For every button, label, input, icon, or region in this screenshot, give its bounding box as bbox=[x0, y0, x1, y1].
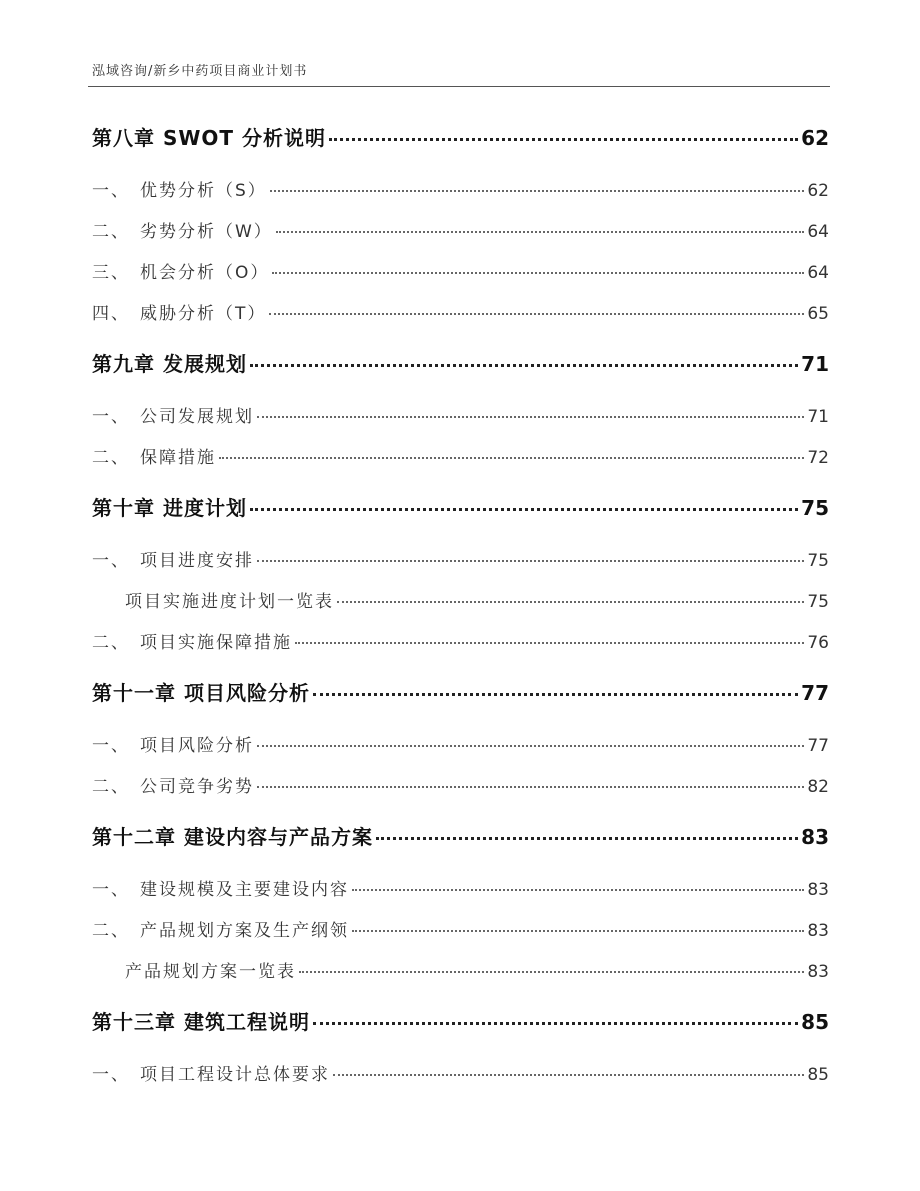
dot-leader bbox=[269, 313, 804, 315]
toc-page-number: 71 bbox=[801, 352, 829, 376]
toc-page-number: 64 bbox=[807, 222, 829, 242]
toc-entry-number: 一、 bbox=[92, 880, 130, 900]
toc-entry-title: 建设规模及主要建设内容 bbox=[140, 880, 349, 900]
toc-entry-number: 三、 bbox=[92, 263, 130, 283]
toc-entry-number: 一、 bbox=[92, 736, 130, 756]
toc-entry-title: 保障措施 bbox=[140, 448, 216, 468]
toc-entry-number: 一、 bbox=[92, 181, 130, 201]
dot-leader bbox=[250, 364, 798, 367]
toc-entry-title: 优势分析（S） bbox=[140, 181, 267, 201]
toc-page-number: 85 bbox=[801, 1010, 829, 1034]
toc-entry-title: 公司竞争劣势 bbox=[140, 777, 254, 797]
toc-subsection[interactable] bbox=[125, 587, 829, 612]
toc-section[interactable] bbox=[92, 875, 829, 900]
toc-page-number: 82 bbox=[807, 777, 829, 797]
toc-page-number: 75 bbox=[807, 592, 829, 612]
dot-leader bbox=[257, 745, 804, 747]
toc-entry-title: 第九章 发展规划 bbox=[92, 352, 247, 376]
toc-section[interactable] bbox=[92, 546, 829, 571]
toc-page-number: 83 bbox=[801, 825, 829, 849]
toc-entry-title: 公司发展规划 bbox=[140, 407, 254, 427]
toc-page-number: 72 bbox=[807, 448, 829, 468]
toc-entry-title: 产品规划方案一览表 bbox=[125, 962, 296, 982]
toc-entry-number: 二、 bbox=[92, 448, 130, 468]
dot-leader bbox=[329, 138, 798, 141]
toc-entry-title: 项目风险分析 bbox=[140, 736, 254, 756]
toc-entry-title: 项目工程设计总体要求 bbox=[140, 1065, 330, 1085]
toc-section[interactable] bbox=[92, 402, 829, 427]
toc-chapter-13[interactable] bbox=[92, 1006, 829, 1035]
toc-page-number: 83 bbox=[807, 962, 829, 982]
page-header: 泓域咨询/新乡中药项目商业计划书 bbox=[92, 64, 308, 79]
dot-leader bbox=[313, 693, 798, 696]
toc-section[interactable] bbox=[92, 217, 829, 242]
dot-leader bbox=[250, 508, 798, 511]
toc-section[interactable] bbox=[92, 258, 829, 283]
toc-entry-title: 第十三章 建筑工程说明 bbox=[92, 1010, 310, 1034]
dot-leader bbox=[295, 642, 804, 644]
toc-section[interactable] bbox=[92, 731, 829, 756]
toc-page-number: 77 bbox=[807, 736, 829, 756]
toc-entry-number: 一、 bbox=[92, 1065, 130, 1085]
dot-leader bbox=[337, 601, 804, 603]
dot-leader bbox=[313, 1022, 798, 1025]
toc-entry-number: 二、 bbox=[92, 777, 130, 797]
toc-page-number: 65 bbox=[807, 304, 829, 324]
toc-page-number: 75 bbox=[807, 551, 829, 571]
toc-subsection[interactable] bbox=[125, 957, 829, 982]
dot-leader bbox=[299, 971, 804, 973]
toc-section[interactable] bbox=[92, 443, 829, 468]
toc-entry-title: 第十章 进度计划 bbox=[92, 496, 247, 520]
toc-section[interactable] bbox=[92, 916, 829, 941]
toc-entry-title: 产品规划方案及生产纲领 bbox=[140, 921, 349, 941]
toc-chapter-10[interactable] bbox=[92, 492, 829, 521]
toc-page-number: 76 bbox=[807, 633, 829, 653]
toc-entry-title: 威胁分析（T） bbox=[140, 304, 267, 324]
dot-leader bbox=[257, 416, 804, 418]
dot-leader bbox=[270, 190, 805, 192]
toc-page-number: 77 bbox=[801, 681, 829, 705]
toc-entry-title: 第十二章 建设内容与产品方案 bbox=[92, 825, 373, 849]
dot-leader bbox=[276, 231, 805, 233]
toc-chapter-8[interactable] bbox=[92, 122, 829, 151]
toc-section[interactable] bbox=[92, 1060, 829, 1085]
toc-page-number: 71 bbox=[807, 407, 829, 427]
dot-leader bbox=[352, 930, 804, 932]
toc-page-number: 62 bbox=[807, 181, 829, 201]
toc-entry-title: 项目实施保障措施 bbox=[140, 633, 292, 653]
toc-chapter-9[interactable] bbox=[92, 348, 829, 377]
toc-entry-number: 一、 bbox=[92, 407, 130, 427]
toc-section[interactable] bbox=[92, 628, 829, 653]
toc-section[interactable] bbox=[92, 176, 829, 201]
toc-page-number: 83 bbox=[807, 921, 829, 941]
toc-entry-number: 二、 bbox=[92, 921, 130, 941]
toc-entry-title: 项目进度安排 bbox=[140, 551, 254, 571]
dot-leader bbox=[219, 457, 804, 459]
toc-entry-number: 四、 bbox=[92, 304, 130, 324]
toc-chapter-11[interactable] bbox=[92, 677, 829, 706]
toc-section[interactable] bbox=[92, 299, 829, 324]
toc-entry-title: 劣势分析（W） bbox=[140, 222, 273, 242]
header-divider bbox=[88, 86, 830, 87]
toc-entry-number: 二、 bbox=[92, 633, 130, 653]
toc-page-number: 62 bbox=[801, 126, 829, 150]
toc-entry-number: 一、 bbox=[92, 551, 130, 571]
toc-page-number: 85 bbox=[807, 1065, 829, 1085]
toc-page-number: 75 bbox=[801, 496, 829, 520]
toc-page-number: 83 bbox=[807, 880, 829, 900]
toc-section[interactable] bbox=[92, 772, 829, 797]
dot-leader bbox=[272, 272, 804, 274]
dot-leader bbox=[257, 786, 804, 788]
toc-entry-title: 第八章 SWOT 分析说明 bbox=[92, 126, 327, 150]
toc-entry-title: 机会分析（O） bbox=[140, 263, 270, 283]
dot-leader bbox=[333, 1074, 804, 1076]
dot-leader bbox=[352, 889, 804, 891]
toc-entry-number: 二、 bbox=[92, 222, 130, 242]
dot-leader bbox=[376, 837, 798, 840]
toc-entry-title: 第十一章 项目风险分析 bbox=[92, 681, 310, 705]
toc-chapter-12[interactable] bbox=[92, 821, 829, 850]
dot-leader bbox=[257, 560, 804, 562]
toc-page-number: 64 bbox=[807, 263, 829, 283]
toc-entry-title: 项目实施进度计划一览表 bbox=[125, 592, 334, 612]
